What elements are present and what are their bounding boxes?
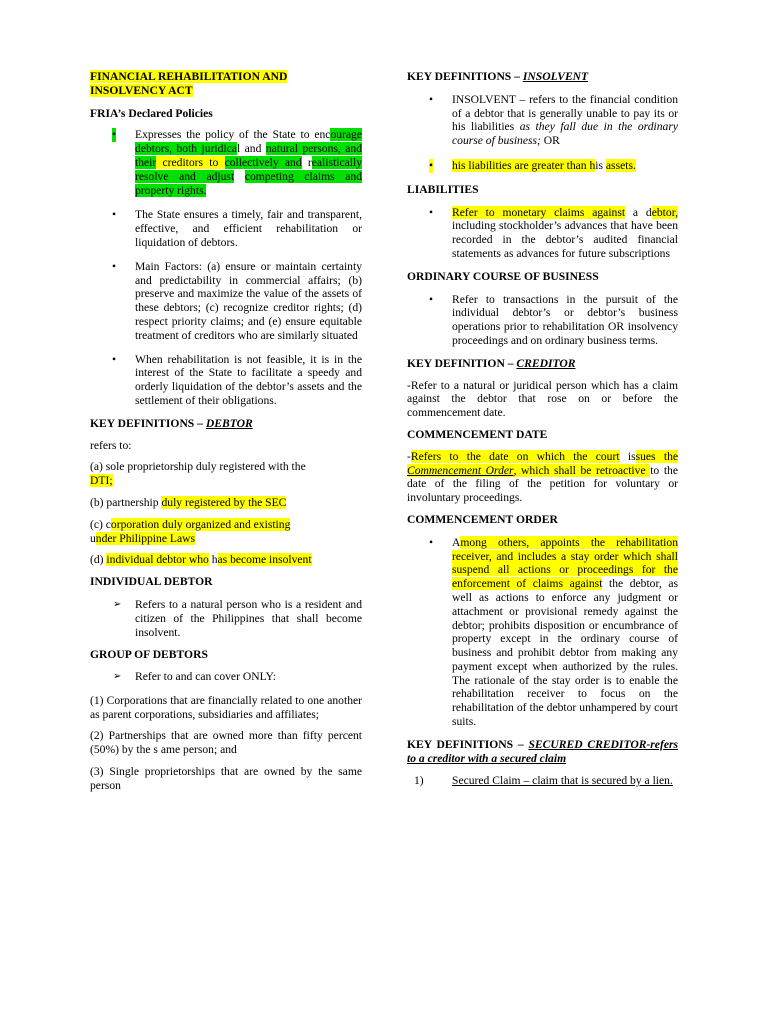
ordinary-course-heading: ORDINARY COURSE OF BUSINESS (407, 269, 599, 283)
bullet-icon: • (112, 259, 117, 273)
policy-item-3: • Main Factors: (a) ensure or maintain certainty and predictability in commercial affairs; (b) preserve and maximize the value of the assets of these debtors; (c) recognize creditor rights; (d) respect priority claims; and (e) ensure equitable treatment of creditors who are similarly situated (112, 259, 362, 342)
bullet-icon: • (112, 208, 117, 222)
commencement-order-heading: COMMENCEMENT ORDER (407, 512, 558, 526)
list-number: 1) (414, 774, 424, 788)
creditor-text: -Refer to a natural or juridical person which has a claim against the debtor that rose on or before the commencement date. (407, 378, 678, 420)
individual-debtor-heading: INDIVIDUAL DEBTOR (90, 575, 213, 589)
liabilities-item: • Refer to monetary claims against a debtor, including stockholder’s advances that have been recorded in the debtor’s audited financial statements as advances for future subscriptions (429, 205, 678, 260)
policy-item-1: • Expresses the policy of the State to encourage debtors, both juridical and natural persons, and their creditors to collectively and realistically resolve and adjust competing claims and property rights. (112, 128, 362, 197)
debtor-item-d: (d) individual debtor who has become insolvent (90, 553, 312, 567)
creditor-heading: KEY DEFINITION – CREDITOR (407, 356, 576, 370)
bullet-icon: • (429, 205, 434, 219)
secured-creditor-heading: KEY DEFINITIONS – SECURED CREDITOR-refers to a creditor with a secured claim (407, 737, 678, 765)
commencement-order-item: • Among others, appoints the rehabilitation receiver, and includes a stay order which shall suspend all actions or proceedings for the enforcement of claims against the debtor, as well as actions to enforce any judgment or attachment or provisional remedy against the debtor; prohibits disposition or encumbrance of property except in the ordinary course of business and prohibit debtor from making any payment except when authorized by the rules. The rationale of the stay order is to enable the rehabilitation receiver to focus on the rehabilitation of the debtor unhampered by court suits. (429, 535, 678, 729)
individual-debtor-item: ➢ Refers to a natural person who is a resident and citizen of the Philippines that shall become insolvent. (113, 597, 362, 639)
bullet-icon: • (429, 292, 434, 306)
policy-item-4: • When rehabilitation is not feasible, it is in the interest of the State to facilitate a speedy and orderly liquidation of the debtor’s assets and the settlement of their obligations. (112, 352, 362, 407)
arrow-bullet-icon: ➢ (113, 671, 122, 683)
debtor-item-c: (c) corporation duly organized and existing under Philippine Laws (90, 517, 291, 545)
bullet-icon: • (112, 128, 117, 142)
debtor-heading: KEY DEFINITIONS – DEBTOR (90, 416, 253, 430)
bullet-icon: • (429, 535, 434, 549)
group-debtors-heading: GROUP OF DEBTORS (90, 648, 208, 662)
group-item-2: (2) Partnerships that are owned more than fifty percent (50%) by the s ame person; and (90, 729, 362, 757)
refers-to-text: refers to: (90, 438, 132, 452)
group-item-3: (3) Single proprietorships that are owned by the same person (90, 765, 362, 792)
insolvent-item-1: • INSOLVENT – refers to the financial condition of a debtor that is generally unable to pay its or his liabilities as they fall due in the ordinary course of business; OR (429, 92, 678, 148)
commencement-date-text: -Refers to the date on which the court issues the Commencement Order, which shall be retroactive to the date of the filing of the petition for voluntary or involuntary proceedings. (407, 449, 679, 505)
left-column (90, 70, 362, 793)
commencement-date-heading: COMMENCEMENT DATE (407, 427, 548, 441)
debtor-item-b: (b) partnership duly registered by the SEC (90, 495, 287, 509)
policies-heading: FRIA’s Declared Policies (90, 106, 213, 120)
group-debtors-item: ➢ Refer to and can cover ONLY: (113, 670, 277, 684)
bullet-icon: • (429, 158, 434, 172)
right-column (407, 70, 678, 788)
document-title: FINANCIAL REHABILITATION AND INSOLVENCY ACT (90, 70, 288, 97)
insolvent-item-2: • his liabilities are greater than his assets. (429, 158, 636, 172)
bullet-icon: • (112, 352, 117, 366)
arrow-bullet-icon: ➢ (113, 598, 122, 610)
bullet-icon: • (429, 92, 434, 106)
liabilities-heading: LIABILITIES (407, 182, 479, 196)
insolvent-heading: KEY DEFINITIONS – INSOLVENT (407, 70, 589, 83)
group-item-1: (1) Corporations that are financially related to one another as parent corporations, subsidiaries and affiliates; (90, 693, 362, 721)
debtor-item-a: (a) sole proprietorship duly registered with the DTI; (90, 460, 306, 488)
policy-item-2: • The State ensures a timely, fair and transparent, effective, and efficient rehabilitation or liquidation of debtors. (112, 208, 362, 249)
secured-claim-item: 1) Secured Claim – claim that is secured by a lien. (414, 774, 673, 788)
ordinary-course-item: • Refer to transactions in the pursuit of the individual debtor’s or debtor’s business operations prior to rehabilitation OR insolvency proceedings and on ordinary business terms. (429, 292, 678, 347)
